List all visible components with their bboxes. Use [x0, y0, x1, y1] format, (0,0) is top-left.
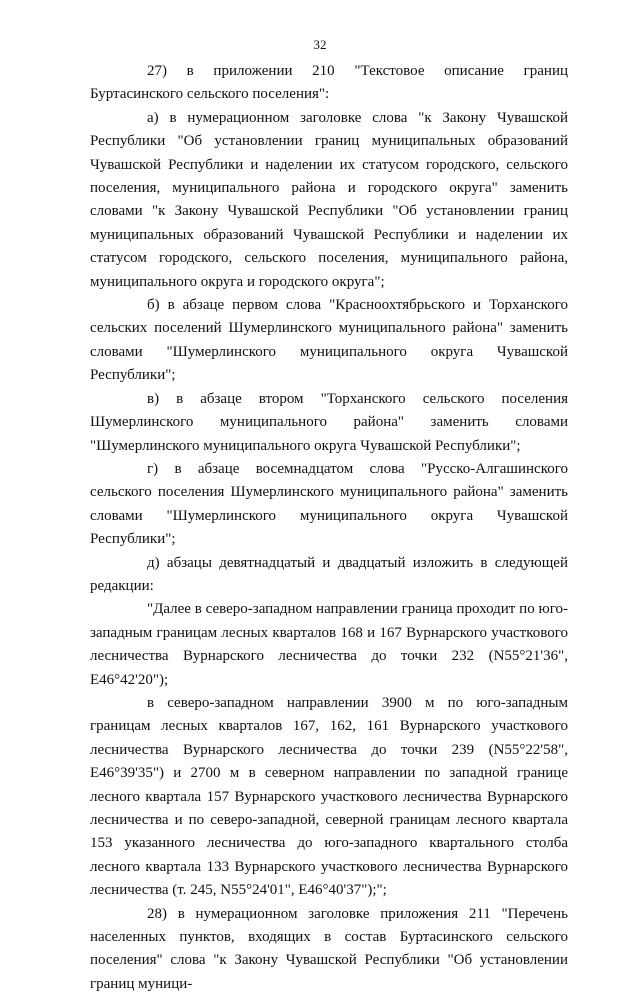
page-number: 32 [313, 37, 327, 52]
document-body [90, 60, 568, 996]
paragraph-subitem-a: а) в нумерационном заголовке слова "к Закону Чувашской Республики "Об установлении границ муниципальных образований Чувашской Республики и наделении их статусом городского, сельского поселения, муниципального района и городского округа" заменить словами "к Закону Чувашской Республики "Об установлении границ муниципальных образований Чувашской Республики и наделении их статусом городского, сельского поселения, муниципального района, муниципального округа и городского округа"; [90, 109, 568, 290]
paragraph-subitem-d: д) абзацы девятнадцатый и двадцатый изложить в следующей редакции: [90, 554, 568, 594]
paragraph-quote-boundary-1: "Далее в северо-западном направлении граница проходит по юго-западным границам лесных кварталов 168 и 167 Вурнарского участкового лесничества Вурнарского лесничества до точки 232 (N55°21'36", E46°42'20"); [90, 601, 568, 688]
paragraph-item-28: 28) в нумерационном заголовке приложения 211 "Перечень населенных пунктов, входящих в состав Буртасинского сельского поселения" слова "к Закону Чувашской Республики "Об установлении границ муници- [90, 905, 568, 992]
paragraph-subitem-g: г) в абзаце восемнадцатом слова "Русско-Алгашинского сельского поселения Шумерлинского муниципального района" заменить словами "Шумерлинского муниципального округа Чувашской Республики"; [90, 460, 568, 548]
paragraph-subitem-b: б) в абзаце первом слова "Красноохтябрьского и Торханского сельских поселений Шумерлинского муниципального района" заменить словами "Шумерлинского муниципального округа Чувашской Республики"; [90, 297, 568, 384]
paragraph-subitem-v: в) в абзаце втором "Торханского сельского поселения Шумерлинского муниципального района" заменить словами "Шумерлинского муниципального округа Чувашской Республики"; [90, 390, 568, 454]
paragraph-item-27: 27) в приложении 210 "Текстовое описание границ Буртасинского сельского поселения": [90, 63, 568, 103]
paragraph-quote-boundary-2: в северо-западном направлении 3900 м по юго-западным границам лесных кварталов 167, 162, 161 Вурнарского участкового лесничества Вурнарского лесничества до точки 239 (N55°22'58", E46°39'35") и 2700 м в северном направлении по западной границе лесного квартала 157 Вурнарского участкового лесничества Вурнарского лесничества и по северо-западной, северной границам лесного квартала 153 указанного лесничества до юго-западного квартального столба лесного квартала 133 Вурнарского участкового лесничества Вурнарского лесничества (т. 245, N55°24'01", E46°40'37");"; [90, 694, 568, 899]
